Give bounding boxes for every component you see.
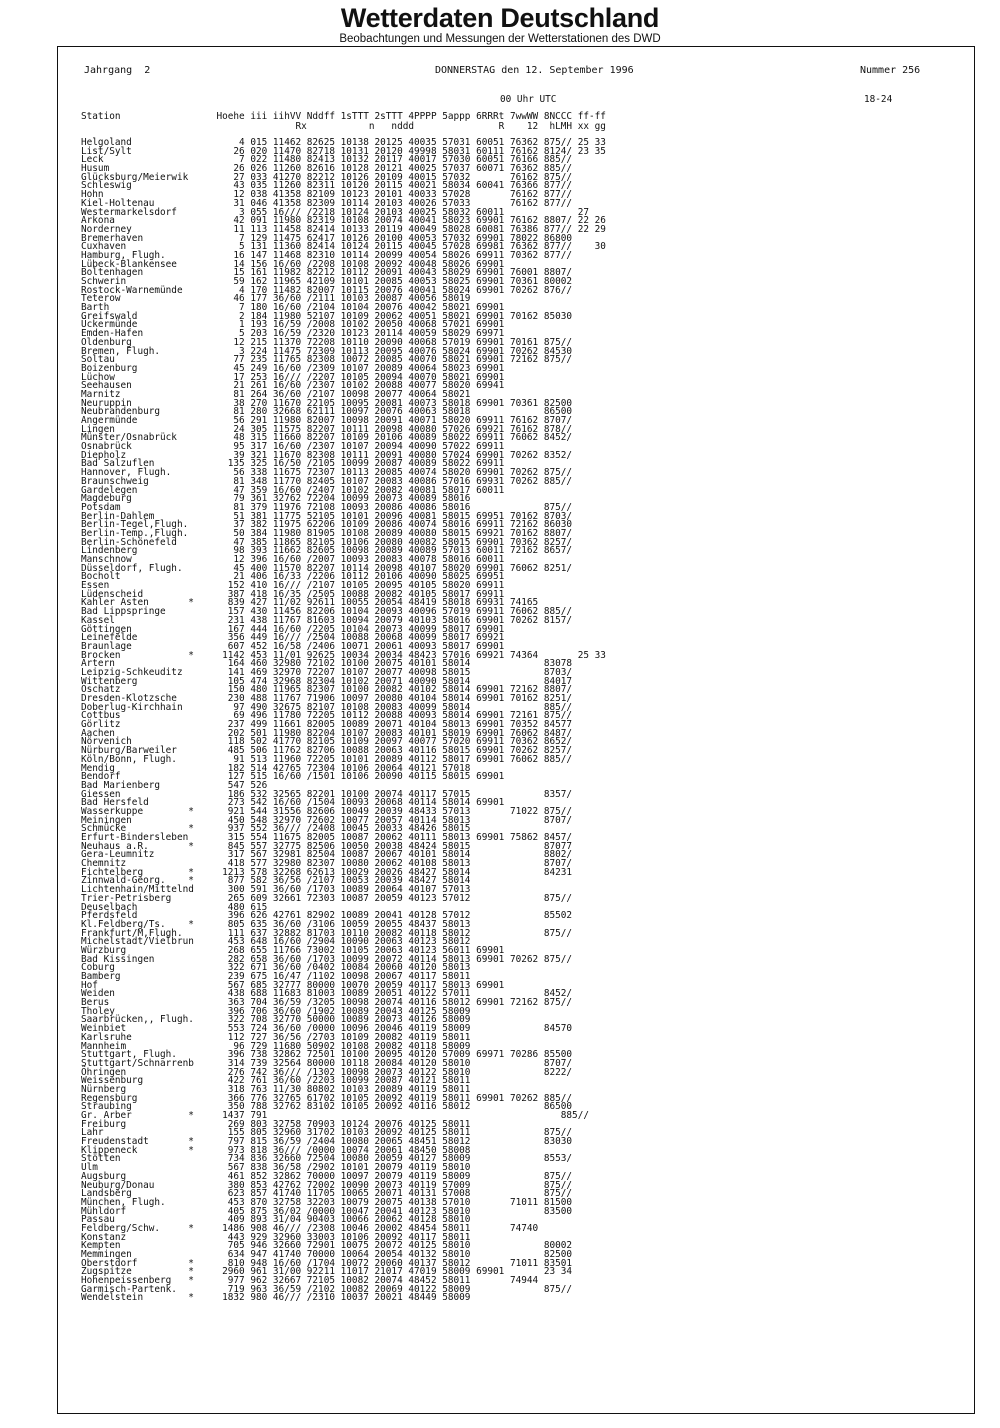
station-row: Marnitz 81 264 36/60 /2107 10098 20077 40064 58021 [81,388,471,400]
station-row: Berus 363 704 36/59 /3205 10098 20074 40116 58012 69901 72162 875// [81,997,573,1009]
station-row: Dresden-Klotzsche 230 488 11767 71906 10097 20080 40104 58014 69901 70162 8251/ [81,693,573,704]
station-row: Bendorf 127 515 16/60 /1501 10106 20090 40115 58015 69901 [81,771,505,783]
station-row: Neuhaus a.R. * 845 557 32775 82506 10050 20038 48424 58015 87077 [81,840,573,852]
station-row: Tholey 396 706 36/60 /1902 10089 20043 40125 58009 [81,1005,471,1017]
station-row: Nürnberg 318 763 11/30 80802 10103 20089 40119 58011 [81,1083,471,1095]
station-row: Emden-Hafen 5 203 16/59 /2320 10123 20114 40059 58029 69971 [81,328,505,340]
station-row: Neuruppin 38 270 11670 22105 10095 20081 40073 58018 69901 70361 82500 [81,397,573,409]
station-row: Gardelegen 47 359 16/60 /2407 10102 20082 40081 58017 60011 [81,484,505,496]
station-row: Meiningen 450 548 32970 72602 10077 20057 40114 58013 8707/ [81,814,573,826]
column-header-line2: Rx n nddd R 12 hLMH xx gg [81,121,606,132]
station-row: Oberstdorf * 810 948 16/60 /1704 10072 20060 40137 58012 71011 83501 [81,1257,573,1269]
station-row: Würzburg 268 655 11766 73002 10105 20063 40123 56011 69901 [81,944,505,956]
station-row: Bad Salzuflen 135 325 16/50 /2105 10099 20087 40089 58022 69911 [81,458,505,470]
station-row: Glücksburg/Meierwik 27 033 41270 82212 10126 20109 40015 57032 76162 875// [81,171,573,183]
station-row: Kahler Asten * 839 427 11/02 92611 10055 20054 48419 58018 69931 74165 [81,597,539,609]
station-row: Lahr 155 805 32960 31702 10103 20092 40125 58011 875// [81,1127,573,1139]
station-row: Ulm 567 838 36/58 /2902 10101 20079 40119 58010 [81,1162,471,1174]
station-row: Hohn 12 038 41358 82109 10123 20101 40033 57028 76162 877// [81,189,573,201]
station-row: Neuburg/Donau 380 853 42762 72002 10090 20073 40119 57009 875// [81,1179,573,1191]
station-row: Diepholz 39 321 11670 82308 10111 20091 40080 57024 69901 70262 8352/ [81,449,573,461]
station-row: Bad Marienberg 547 526 [81,779,268,791]
station-row: Wasserkuppe * 921 544 31556 82606 10049 20039 48433 57013 71022 875// [81,805,573,817]
station-row: Artern 164 460 32980 72102 10100 20075 40101 58014 83078 [81,658,573,670]
station-row: Lindenberg 98 393 11662 82605 10098 20089 40089 57013 60011 72162 8657/ [81,545,573,557]
station-row: Magdeburg 79 361 32762 72204 10099 20073 40089 58016 [81,493,471,505]
station-row: Frankfurt/M,Flugh. 111 637 32882 81703 10110 20082 40118 58012 875// [81,927,573,939]
station-row: Westermarkelsdorf 3 055 16/// /2218 10124 20103 40025 58032 60011 27 [81,206,589,218]
station-row: Weiden 438 688 11683 81003 10089 20051 40122 57011 8452/ [81,988,573,1000]
station-row: Freudenstadt * 797 815 36/59 /2404 10080 20065 48451 58012 83030 [81,1136,573,1148]
station-row: Klippeneck * 973 818 36/// /0000 10074 20061 48450 58008 [81,1144,471,1156]
station-row: Doberlug-Kirchhain 97 490 32675 82107 10108 20083 40099 58014 885// [81,701,573,713]
station-row: Teterow 46 177 36/60 /2111 10103 20087 40056 58019 [81,293,471,305]
station-row: Berlin-Temp.,Flugh. 50 384 11980 81905 10108 20089 40080 58015 69921 70162 8807/ [81,527,573,539]
station-row: Hof 567 685 32777 80000 10070 20059 40117 58013 69901 [81,979,505,991]
station-row: Schleswig 43 035 11260 82311 10120 20115 40021 58034 60041 76366 877// [81,180,573,192]
station-row: Ückermünde 1 193 16/59 /2008 10102 20050 40068 57021 69901 [81,319,505,331]
station-row: Schwerin 59 162 11965 42109 10101 20085 40053 58025 69901 70361 80002 [81,276,573,287]
station-row: Gera-Leumnitz 317 567 32981 82504 10087 20067 40101 58014 8802/ [81,849,573,861]
station-row: Hohenpeissenberg * 977 962 32667 72105 10082 20074 48452 58011 74944 [81,1275,539,1287]
station-row: Stuttgart, Flugh. 396 738 32862 72501 10100 20095 40120 57009 69971 70286 85500 [81,1049,573,1061]
page-title: Wetterdaten Deutschland [340,3,660,33]
station-row: Bremerhaven 7 129 11475 62417 10126 20100 40053 57032 69901 78022 86800 [81,232,573,244]
station-row: Saarbrücken,, Flugh. 322 708 32770 50000 10089 20073 40126 58009 [81,1014,471,1026]
station-row: Nürburg/Barweiler 485 506 11762 82706 10088 20063 40116 58015 69901 70262 8257/ [81,745,573,757]
station-row: Braunschweig 81 348 11770 82405 10107 20083 40086 57016 69931 70262 885// [81,475,573,487]
station-row: Lüchow 17 253 16/// /2207 10105 20094 40070 58021 69901 [81,371,505,383]
station-row: Görlitz 237 499 11661 82005 10089 20071 40104 58013 69901 70352 84577 [81,719,573,731]
station-row: Weissenburg 422 761 36/60 /2203 10099 20087 40121 58011 [81,1075,471,1087]
station-row: Münster/Osnabrück 48 315 11660 82207 10109 20106 40089 58022 69911 76062 8452/ [81,432,573,444]
station-row: Wittenberg 105 474 32968 82304 10102 20071 40090 58014 84017 [81,675,573,687]
station-row: Osnabrück 95 317 16/60 /2307 10107 20094 40090 57022 69911 [81,441,505,453]
station-row: Weinbiet 553 724 36/60 /0000 10096 20046 40119 58009 84570 [81,1023,573,1035]
station-row: Karlsruhe 112 727 36/56 /2703 10109 20082 40119 58011 [81,1031,471,1043]
station-row: Oldenburg 12 215 11370 72208 10110 20090 40068 57019 69901 70161 875// [81,336,573,348]
station-row: Freiburg 269 803 32758 70903 10124 20076 40125 58011 [81,1118,471,1130]
station-row: Straubing 350 788 32762 83102 10105 20092 40116 58012 86500 [81,1101,573,1113]
station-row: Lübeck-Blankensee 14 156 16/60 /2208 10108 20092 40048 58026 69901 [81,258,505,270]
station-row: Barth 7 180 16/60 /2104 10104 20076 40042 58021 69901 [81,302,505,314]
station-row: Erfurt-Bindersleben 315 554 11675 82005 10087 20062 40111 58013 69901 75862 8457/ [81,832,573,843]
station-row: Feldberg/Schw. * 1486 908 46/// /2308 10046 20002 48454 58011 74740 [81,1222,539,1234]
station-row: Helgoland 4 015 11462 82625 10138 20125 40035 57031 60051 76362 875// 25 33 [81,137,606,148]
station-row: Boltenhagen 15 161 11982 82212 10112 20091 40043 58029 69901 76001 8807/ [81,267,573,279]
station-row: Michelstadt/Vielbrun 453 648 16/60 /2904 10090 20063 40123 58012 [81,936,471,948]
station-row: Deuselbach 480 615 [81,901,268,913]
station-row: Gr. Arber * 1437 791 885// [81,1110,589,1121]
station-row: Augsburg 461 852 32862 70000 10097 20079 40119 58009 875// [81,1170,573,1182]
station-row: Bamberg 239 675 16/47 /1102 10098 20067 40117 58011 [81,971,471,982]
station-row: Soltau 77 235 11765 82308 10072 20085 40070 58021 69901 72162 875// [81,354,573,366]
station-row: Regensburg 366 776 32765 61702 10105 20092 40119 58011 69901 70262 885// [81,1092,573,1104]
station-row: Schmücke * 937 552 36/// /2408 10045 20033 48426 58015 [81,823,471,835]
station-row: Bad Lippspringe 157 430 11456 82206 10104 20093 40096 57019 69911 76062 885// [81,606,573,618]
station-row: Berlin-Tegel,Flugh. 37 382 11975 62206 10109 20086 40074 58016 69911 72162 86030 [81,519,573,531]
station-row: Öhringen 276 742 36/// /1302 10098 20073 40122 58010 8222/ [81,1066,573,1078]
station-row: Düsseldorf, Flugh. 45 400 11570 82207 10114 20098 40107 58020 69901 76062 8251/ [81,562,573,574]
station-data-table [81,139,606,1303]
jahrgang-label: Jahrgang 2 [84,65,151,76]
page-header [0,4,1000,46]
station-row: Kl.Feldberg/Ts. * 805 635 36/60 /3106 10059 20055 48437 58013 [81,918,471,930]
station-row: Mühldorf 405 875 36/02 /0000 10047 20041 40123 58010 83500 [81,1205,573,1217]
station-row: Greifswald 2 184 11980 52107 10109 20062 40051 58021 69901 70162 85030 [81,310,573,322]
station-row: Chemnitz 418 577 32980 82307 10080 20062 40108 58013 8707/ [81,858,573,870]
station-row: Pferdsfeld 396 626 42761 82902 10089 20041 40128 57012 85502 [81,910,573,922]
station-row: Kempten 705 946 32660 72901 10075 20072 40125 58010 80002 [81,1240,573,1252]
station-row: Lichtenhain/Mittelnd 300 591 36/60 /1703 10089 20064 40107 57013 [81,884,471,896]
page-subtitle: Beobachtungen und Messungen der Wetterstationen des DWD [339,33,661,45]
station-row: Bocholt 21 406 16/33 /2206 10112 20106 40090 58025 69951 [81,571,505,583]
station-row: Lingen 24 305 11575 82207 10111 20098 40080 57026 69921 76162 878// [81,423,573,435]
station-row: Stötten 734 836 32660 72504 10080 20059 40127 58009 8553/ [81,1153,573,1165]
station-row: Berlin-Schönefeld 47 385 11865 82105 10106 20080 40082 58015 69901 70362 8257/ [81,536,573,548]
station-row: Leck 7 022 11480 82413 10132 20117 40017 57030 60051 76166 885// [81,154,573,166]
station-row: Lüdenscheid 387 418 16/35 /2505 10088 20082 40105 58017 69911 [81,588,505,600]
station-row: Bad Hersfeld 273 542 16/60 /1504 10093 20068 40114 58014 69901 [81,797,505,809]
column-header-line1: Station Hoehe iii iihVV Nddff 1sTTT 2sTTT 4PPPP 5appp 6RRRt 7wwWW 8NCCC ff-ff [81,111,606,122]
station-row: Zugspitze * 2960 961 31/00 92211 11017 21017 47019 58009 69901 23 34 [81,1266,573,1278]
station-row: Landsberg 623 857 41740 11705 10065 20071 40131 57008 875// [81,1188,573,1200]
station-row: Garmisch-Partenk. 719 963 36/59 /2102 10082 20069 40122 58009 875// [81,1283,573,1295]
station-row: Trier-Petrisberg 265 609 32661 72303 10087 20059 40123 57012 875// [81,892,573,904]
station-row: Essen 152 410 16/// /2107 10105 20095 40105 58020 69911 [81,580,505,592]
station-row: Aachen 202 501 11980 82204 10107 20083 40101 58019 69901 76062 8487/ [81,727,573,739]
station-row: Bad Kissingen 282 658 36/60 /1703 10099 20072 40114 58013 69901 70262 875// [81,953,573,965]
station-row: Husum 26 026 11260 82616 10128 20121 40025 57037 60071 76362 885// [81,163,573,175]
station-row: Nörvenich 118 502 41770 82105 10109 20097 40077 57020 69911 70362 8652/ [81,736,573,748]
station-row: Mannheim 96 729 11680 50902 10108 20082 40118 58009 [81,1040,471,1052]
issue-number-label: Nummer 256 [860,65,921,76]
station-row: Memmingen 634 947 41740 70000 10064 20054 40132 58010 82500 [81,1249,573,1260]
station-row: Cuxhaven 5 131 11360 82414 10124 20115 40045 57028 69981 76362 877// 30 [81,241,606,253]
station-row: Fichtelberg * 1213 578 32268 62613 10029 20026 48427 58014 84231 [81,866,573,878]
station-row: Kassel 231 438 11767 81603 10094 20079 40103 58016 69901 70262 8157/ [81,614,573,626]
station-row: List/Sylt 26 020 11470 82718 10131 20120 49998 58031 60111 76162 8124/ 23 35 [81,145,606,157]
station-row: Braunlage 607 452 16/58 /2406 10071 20061 40093 58017 69901 [81,640,505,652]
station-row: Passau 409 893 31/04 90403 10066 20062 40128 58010 [81,1214,471,1226]
station-row: Cottbus 69 496 11780 72205 10112 20088 40093 58014 69901 72161 875// [81,710,573,722]
date-label: DONNERSTAG den 12. September 1996 [435,65,634,76]
station-row: Coburg 322 671 36/60 /0402 10084 20060 40120 58013 [81,962,471,974]
station-row: Hannover, Flugh. 56 338 11675 72307 10113 20085 40074 58020 69901 70262 875// [81,467,573,479]
station-row: Brocken * 1142 453 11/01 92625 10034 20034 48423 57016 69921 74364 25 33 [81,649,606,661]
station-row: Leinefelde 356 449 16/// /2504 10088 20068 40099 58017 69921 [81,632,505,644]
station-row: Potsdam 81 379 11976 72108 10093 20086 40086 58016 875// [81,501,573,513]
station-row: Berlin-Dahlem 51 381 11775 52105 10101 20096 40081 58015 69951 70162 8703/ [81,510,573,522]
station-row: Bremen, Flugh. 3 224 11475 72309 10113 20095 40076 58024 69901 70262 84530 [81,345,573,357]
station-row: Angermünde 56 291 11980 82007 10098 20091 40071 58020 69911 76162 8707/ [81,415,573,426]
station-row: Oschatz 150 480 11965 82307 10100 20082 40102 58014 69901 72162 8807/ [81,684,573,696]
station-row: Mendig 182 514 42765 72304 10106 20064 40121 57018 [81,762,471,774]
time-window-label: 18-24 [864,94,893,105]
station-row: Seehausen 21 261 16/60 /2307 10102 20088 40077 58020 69941 [81,380,505,392]
station-row: Göttingen 167 444 16/60 /2205 10104 20073 40099 58017 69901 [81,623,505,635]
utc-time-label: 00 Uhr UTC [500,94,557,105]
station-row: Boizenburg 45 249 16/60 /2309 10107 20089 40064 58023 69901 [81,362,505,374]
station-row: Kiel-Holtenau 31 046 41358 82309 10114 20103 40026 57033 76162 877// [81,197,573,209]
station-row: Neubrandenburg 81 280 32668 62111 10097 20076 40063 58018 86500 [81,406,573,418]
station-row: Giessen 186 532 32565 82201 10100 20074 40117 57015 8357/ [81,788,573,800]
station-row: Norderney 11 113 11458 82414 10133 20119 40049 58028 60081 76386 877// 22 29 [81,223,606,235]
station-row: Manschnow 12 396 16/60 /2007 10093 20083 40078 58016 60011 [81,554,505,565]
station-row: Zinnwald-Georg. * 877 582 36/56 /2107 10053 20039 48427 58014 [81,875,471,887]
station-row: Arkona 42 091 11980 82319 10108 20074 40041 58023 69901 76162 8807/ 22 26 [81,215,606,227]
station-row: München, Flugh. 453 870 32758 32203 10079 20075 40138 57010 71011 81500 [81,1196,573,1208]
station-row: Rostock-Warnemünde 4 170 11482 82007 10115 20076 40041 58024 69901 70262 876// [81,284,573,296]
station-row: Köln/Bonn, Flugh. 91 513 11960 72205 10101 20089 40112 58017 69901 76062 885// [81,753,573,765]
station-row: Wendelstein * 1832 980 46/// /2310 10037 20021 48449 58009 [81,1292,471,1304]
station-row: Konstanz 443 929 32960 33003 10106 20092 40117 58011 [81,1231,471,1243]
station-row: Hamburg, Flugh. 16 147 11468 82310 10114 20099 40054 58026 69911 70362 877// [81,249,573,261]
station-row: Leipzig-Schkeuditz 141 469 32970 72207 10107 20077 40098 58015 8703/ [81,666,573,678]
station-row: Stuttgart/Schnarrenb 314 739 32564 80000 10118 20084 40120 58010 8707/ [81,1057,573,1069]
